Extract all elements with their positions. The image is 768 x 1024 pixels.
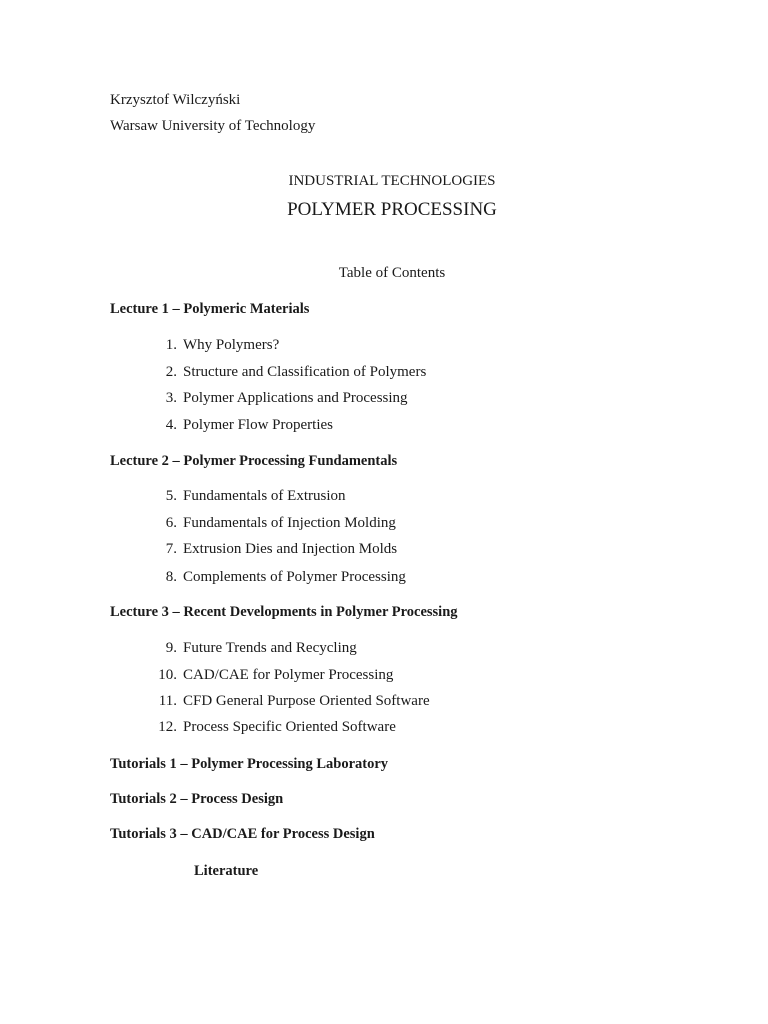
toc-item-text: Future Trends and Recycling (183, 640, 357, 656)
document-title: POLYMER PROCESSING (287, 199, 497, 220)
toc-item-number: 4. (165, 417, 177, 433)
toc-item-text: Complements of Polymer Processing (183, 569, 406, 585)
toc-item-text: Structure and Classification of Polymers (183, 364, 427, 380)
toc-item-number: 12. (158, 719, 177, 735)
toc-item-text: Fundamentals of Injection Molding (183, 515, 396, 531)
toc-item-3 (150, 391, 408, 406)
toc-item-text: Polymer Flow Properties (183, 417, 333, 433)
toc-item-text: Fundamentals of Extrusion (183, 488, 346, 504)
toc-item-number: 3. (165, 390, 177, 406)
tutorials-2-heading: Tutorials 2 – Process Design (110, 791, 284, 807)
toc-item-text: Extrusion Dies and Injection Molds (183, 541, 398, 557)
toc-heading: Table of Contents (338, 265, 446, 281)
toc-item-text: Polymer Applications and Processing (183, 390, 408, 406)
tutorials-3-heading: Tutorials 3 – CAD/CAE for Process Design (110, 826, 375, 842)
toc-item-text: Process Specific Oriented Software (183, 719, 396, 735)
toc-item-11 (150, 694, 430, 709)
toc-item-number: 6. (165, 515, 177, 531)
toc-item-text: Why Polymers? (183, 337, 280, 353)
toc-item-7 (150, 542, 397, 557)
toc-item-2 (150, 365, 426, 380)
toc-item-number: 9. (165, 640, 177, 656)
toc-item-4 (150, 418, 333, 433)
author-affiliation: Warsaw University of Technology (110, 118, 316, 134)
author-name: Krzysztof Wilczyński (110, 92, 241, 108)
toc-item-number: 1. (165, 337, 177, 353)
toc-item-number: 11. (158, 693, 177, 709)
toc-item-number: 10. (158, 667, 177, 683)
tutorials-1-heading: Tutorials 1 – Polymer Processing Laboratory (110, 756, 389, 772)
toc-item-6 (150, 516, 396, 531)
literature-heading: Literature (194, 863, 259, 879)
lecture-3-heading: Lecture 3 – Recent Developments in Polymer Processing (110, 604, 458, 620)
toc-item-number: 8. (165, 569, 177, 585)
toc-item-5 (150, 489, 345, 504)
toc-item-text: CAD/CAE for Polymer Processing (183, 667, 394, 683)
course-name: INDUSTRIAL TECHNOLOGIES (288, 173, 496, 189)
toc-item-1 (150, 338, 279, 353)
toc-item-number: 5. (165, 488, 177, 504)
toc-item-9 (150, 641, 357, 656)
lecture-2-heading: Lecture 2 – Polymer Processing Fundamentals (110, 453, 398, 469)
toc-item-8 (150, 570, 406, 585)
toc-item-10 (150, 668, 393, 683)
toc-item-text: CFD General Purpose Oriented Software (183, 693, 430, 709)
lecture-1-heading: Lecture 1 – Polymeric Materials (110, 301, 310, 317)
toc-item-12 (150, 720, 396, 735)
toc-item-number: 2. (165, 364, 177, 380)
toc-item-number: 7. (165, 541, 177, 557)
